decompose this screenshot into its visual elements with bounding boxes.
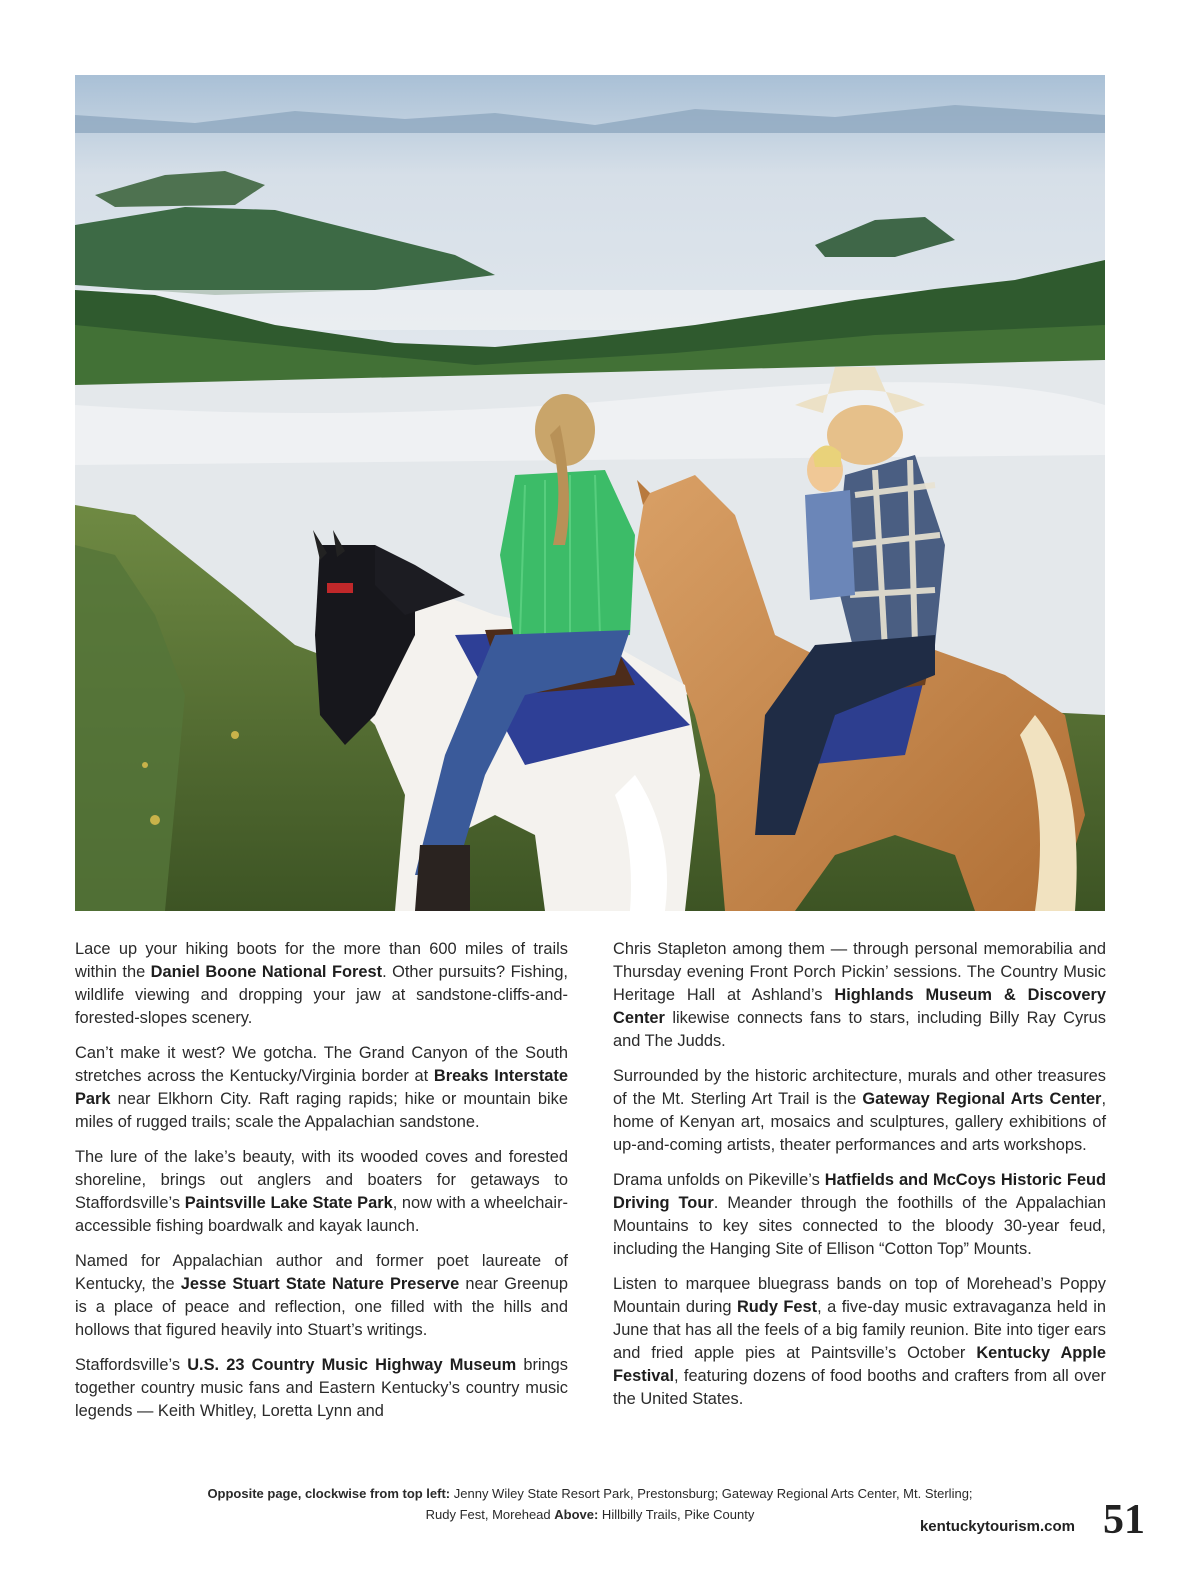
paragraph-highlands-museum: Chris Stapleton among them — through personal memorabilia and Thursday evening Front Porch Pickin’ sessions. The Country Music Heritage Hall at Ashland’s Highlands Museum & Discovery Center likewise connects fans to stars, including Billy Ray Cyrus and The Judds.	[613, 940, 1106, 1050]
place-name: Highlands Museum & Discovery Center	[613, 986, 1106, 1027]
paragraph-rudy-fest: Listen to marquee bluegrass bands on top of Morehead’s Poppy Mountain during Rudy Fest, a five-day music extravaganza held in June that has all the feels of a big family reunion. Bite into tiger ears and fried apple pies at Paintsville’s October Kentucky Apple Festival, featuring dozens of food booths and crafters from all over the United States.	[613, 1275, 1106, 1408]
place-name: Rudy Fest	[736, 1298, 818, 1316]
paragraph-gateway-arts: Surrounded by the historic architecture, murals and other treasures of the Mt. Sterling Art Trail is the Gateway Regional Arts Center, home of Kenyan art, mosaics and sculptures, gallery exhibitions of up-and-coming artists, theater performances and arts workshops.	[613, 1067, 1106, 1154]
website-url[interactable]: kentuckytourism.com	[919, 1518, 1075, 1535]
place-name: Jesse Stuart State Nature Preserve	[180, 1275, 460, 1293]
paragraph-hatfields-mccoys: Drama unfolds on Pikeville’s Hatfields and McCoys Historic Feud Driving Tour. Meander through the foothills of the Appalachian Mountains to key sites connected to the bloody 30-year feud, including the Hanging Site of Ellison “Cotton Top” Mounts.	[613, 1171, 1107, 1258]
place-name: Paintsville Lake State Park	[184, 1194, 393, 1212]
paragraph-daniel-boone: Lace up your hiking boots for the more than 600 miles of trails within the Daniel Boone National Forest. Other pursuits? Fishing, wildlife viewing and dropping your jaw at sandstone-cliffs-and-forested-slopes scenery.	[75, 940, 568, 1027]
paragraph-country-music-museum: Staffordsville’s U.S. 23 Country Music Highway Museum brings together country music fans and Eastern Kentucky’s country music legends — Keith Whitley, Loretta Lynn and	[75, 1356, 568, 1420]
place-name: Kentucky Apple Festival	[613, 1344, 1106, 1385]
trail-riders-illustration	[75, 75, 1105, 911]
place-name: U.S. 23 Country Music Highway Museum	[187, 1356, 517, 1374]
paragraph-jesse-stuart: Named for Appalachian author and former poet laureate of Kentucky, the Jesse Stuart State Nature Preserve near Greenup is a place of peace and reflection, one filled with the hills and hollows that figured heavily into Stuart’s writings.	[75, 1252, 569, 1339]
caption-line-2: Rudy Fest, Morehead Above: Hillbilly Trails, Pike County	[425, 1507, 755, 1522]
hero-photo	[75, 75, 1105, 911]
paragraph-paintsville-lake: The lure of the lake’s beauty, with its wooded coves and forested shoreline, brings out anglers and boaters for getaways to Staffordsville’s Paintsville Lake State Park, now with a wheelchair-accessible fishing boardwalk and kayak launch.	[75, 1148, 568, 1235]
caption-line-1: Opposite page, clockwise from top left: Jenny Wiley State Resort Park, Prestonsburg; Gateway Regional Arts Center, Mt. Sterling;	[207, 1486, 973, 1501]
place-name: Hatfields and McCoys Historic Feud Driving Tour	[613, 1171, 1106, 1212]
page-number: 51	[1103, 1497, 1145, 1543]
place-name: Gateway Regional Arts Center	[862, 1090, 1102, 1108]
article-column-right	[613, 938, 1106, 1423]
place-name: Daniel Boone National Forest	[150, 963, 383, 981]
paragraph-breaks-park: Can’t make it west? We gotcha. The Grand Canyon of the South stretches across the Kentucky/Virginia border at Breaks Interstate Park near Elkhorn City. Raft raging rapids; hike or mountain bike miles of rugged trails; scale the Appalachian sandstone.	[75, 1044, 568, 1131]
article-column-left	[75, 938, 568, 1435]
place-name: Breaks Interstate Park	[75, 1067, 568, 1108]
